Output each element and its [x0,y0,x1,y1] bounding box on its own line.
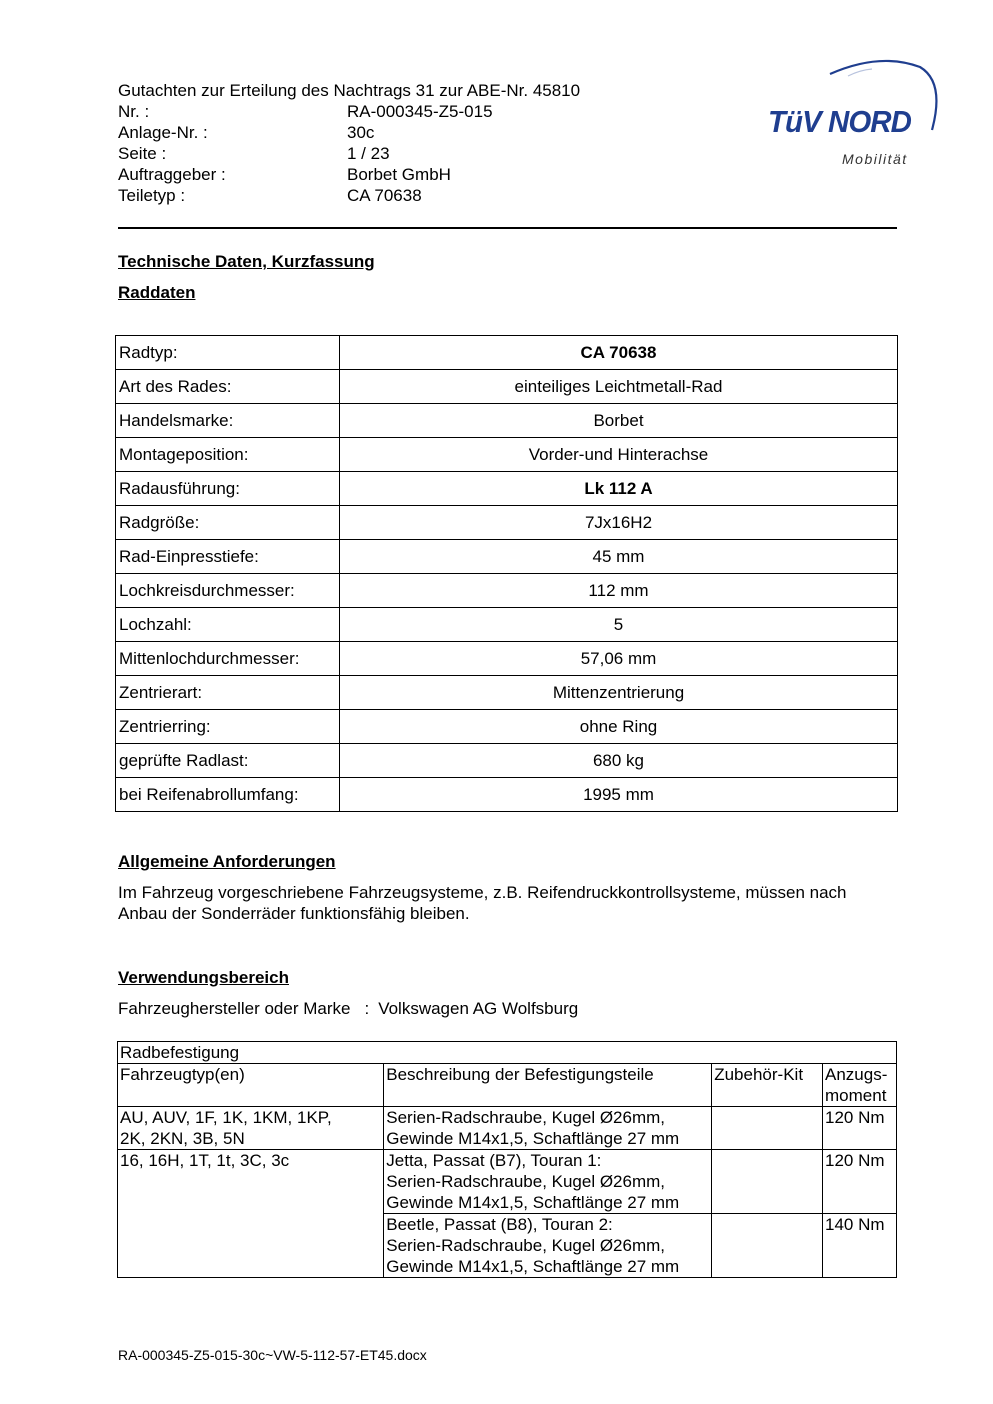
spec-label: Handelsmarke: [116,404,340,438]
table-row [116,472,898,506]
spec-label: Zentrierart: [116,676,340,710]
mount-caption: Radbefestigung [118,1042,897,1064]
table-row [116,574,898,608]
table-row [116,778,898,812]
table-row [116,404,898,438]
table-row [116,608,898,642]
table-row [116,642,898,676]
table-row [116,676,898,710]
row1-types-line-2: 2K, 2KN, 3B, 5N [120,1129,245,1148]
spec-label: Radtyp: [116,336,340,370]
spec-value: Vorder-und Hinterachse [340,438,898,472]
row2-kit [712,1150,823,1214]
spec-label: Lochkreisdurchmesser: [116,574,340,608]
row3-moment: 140 Nm [823,1214,897,1278]
spec-label: Radausführung: [116,472,340,506]
spec-label: bei Reifenabrollumfang: [116,778,340,812]
row3-desc-line-1: Beetle, Passat (B8), Touran 2: [386,1215,613,1234]
footer-filename: RA-000345-Z5-015-30c~VW-5-112-57-ET45.docx [118,1347,427,1363]
verwendung-heading: Verwendungsbereich [118,968,289,987]
row1-desc-line-2: Gewinde M14x1,5, Schaftlänge 27 mm [386,1129,680,1148]
hersteller-separator: : [364,999,370,1018]
header-fahrzeugtyp: Fahrzeugtyp(en) [118,1064,384,1107]
table-row [116,744,898,778]
header-anzugsmoment [823,1064,897,1107]
logo-brand-text: TüV NORD [768,104,911,139]
header-label-nr: Nr. : [118,102,150,121]
header-divider [118,227,897,229]
spec-value: CA 70638 [340,336,898,370]
table-row [116,540,898,574]
header-moment-line-1: Anzugs- [825,1065,888,1084]
anforderungen-heading: Allgemeine Anforderungen [118,852,336,871]
row2-moment: 120 Nm [823,1150,897,1214]
row3-desc-line-3: Gewinde M14x1,5, Schaftlänge 27 mm [386,1257,680,1276]
spec-value: 45 mm [340,540,898,574]
spec-value: Lk 112 A [340,472,898,506]
header-zubehoer-kit: Zubehör-Kit [712,1064,823,1107]
row1-kit [712,1107,823,1150]
header-label-auftraggeber: Auftraggeber : [118,165,226,184]
spec-label: geprüfte Radlast: [116,744,340,778]
row2-types [118,1150,384,1278]
tech-heading: Technische Daten, Kurzfassung [118,252,375,271]
radbefestigung-table [117,1041,897,1278]
row3-desc [384,1214,712,1278]
table-row [116,438,898,472]
spec-value: 1995 mm [340,778,898,812]
header-value-nr: RA-000345-Z5-015 [347,102,493,121]
header-beschreibung: Beschreibung der Befestigungsteile [384,1064,712,1107]
row2-desc-line-1: Jetta, Passat (B7), Touran 1: [386,1151,602,1170]
mount-caption-row [118,1042,897,1064]
row2-desc-line-3: Gewinde M14x1,5, Schaftlänge 27 mm [386,1193,680,1212]
row1-moment: 120 Nm [823,1107,897,1150]
header-value-seite: 1 / 23 [347,144,390,163]
row3-desc-line-2: Serien-Radschraube, Kugel Ø26mm, [386,1236,666,1255]
table-row [118,1107,897,1150]
spec-label: Art des Rades: [116,370,340,404]
spec-value: einteiliges Leichtmetall-Rad [340,370,898,404]
raddaten-table [115,335,898,812]
row2-types-line-1: 16, 16H, 1T, 1t, 3C, 3c [120,1151,290,1170]
row2-desc-line-2: Serien-Radschraube, Kugel Ø26mm, [386,1172,666,1191]
header-label-teiletyp: Teiletyp : [118,186,186,205]
header-value-auftraggeber: Borbet GmbH [347,165,451,184]
raddaten-heading: Raddaten [118,283,196,302]
document-title: Gutachten zur Erteilung des Nachtrags 31 zur ABE-Nr. 45810 [118,81,581,100]
anforderungen-text: Im Fahrzeug vorgeschriebene Fahrzeugsysteme, z.B. Reifendruckkontrollsysteme, müssen nach Anbau der Sonderräder funktionsfähig bleiben. [118,883,847,923]
spec-value: Borbet [340,404,898,438]
row1-types [118,1107,384,1150]
spec-value: Mittenzentrierung [340,676,898,710]
header-label-anlage: Anlage-Nr. : [118,123,208,142]
spec-value: 57,06 mm [340,642,898,676]
table-row [116,336,898,370]
header-value-anlage: 30c [347,123,375,142]
spec-label: Zentrierring: [116,710,340,744]
hersteller-value: Volkswagen AG Wolfsburg [378,999,579,1018]
hersteller-label: Fahrzeughersteller oder Marke [118,999,351,1018]
spec-value: 5 [340,608,898,642]
table-row [116,370,898,404]
header-value-teiletyp: CA 70638 [347,186,422,205]
spec-label: Montageposition: [116,438,340,472]
row3-kit [712,1214,823,1278]
spec-value: ohne Ring [340,710,898,744]
spec-label: Lochzahl: [116,608,340,642]
row1-desc-line-1: Serien-Radschraube, Kugel Ø26mm, [386,1108,666,1127]
header-label-seite: Seite : [118,144,167,163]
row1-types-line-1: AU, AUV, 1F, 1K, 1KM, 1KP, [120,1108,332,1127]
row2-desc [384,1150,712,1214]
spec-label: Radgröße: [116,506,340,540]
spec-value: 112 mm [340,574,898,608]
hersteller-line [118,998,578,1019]
table-row [116,506,898,540]
header-moment-line-2: moment [825,1086,887,1105]
spec-value: 7Jx16H2 [340,506,898,540]
row1-desc [384,1107,712,1150]
spec-label: Mittenlochdurchmesser: [116,642,340,676]
mount-header-row [118,1064,897,1107]
spec-value: 680 kg [340,744,898,778]
table-row [116,710,898,744]
logo-subtitle: Mobilität [842,151,908,167]
table-row [118,1150,897,1214]
spec-label: Rad-Einpresstiefe: [116,540,340,574]
